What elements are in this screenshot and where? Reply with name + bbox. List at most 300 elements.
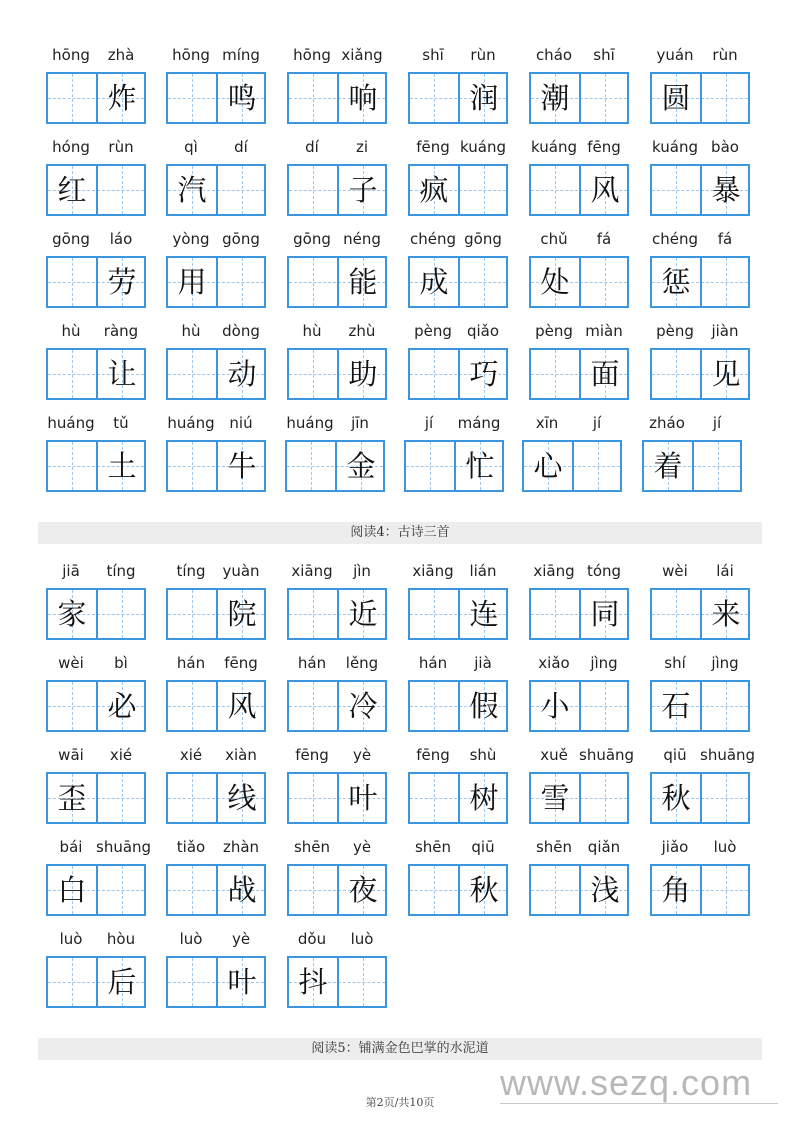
tianzige-box <box>408 256 508 308</box>
hanzi-character: 角 <box>661 873 691 907</box>
hanzi-character: 白 <box>57 873 87 907</box>
pinyin-label: fēng <box>587 138 621 156</box>
blank-slot[interactable] <box>289 682 337 730</box>
pinyin-label: qiǎo <box>466 322 500 340</box>
hanzi-character: 成 <box>419 265 449 299</box>
tianzige-box <box>408 588 508 640</box>
blank-slot[interactable] <box>410 350 458 398</box>
hanzi-character: 处 <box>540 265 570 299</box>
pinyin-label: hù <box>181 322 201 340</box>
pinyin-label: xiǎo <box>538 654 570 672</box>
word-cell <box>166 560 266 640</box>
pinyin-label: huáng <box>47 414 95 432</box>
blank-slot[interactable] <box>460 166 508 214</box>
pinyin-label: pèng <box>535 322 573 340</box>
pinyin-label: rùn <box>108 138 134 156</box>
hanzi-character: 叶 <box>348 781 378 815</box>
pinyin-label: lián <box>469 562 497 580</box>
word-cell <box>529 744 635 824</box>
pinyin-label: gōng <box>52 230 90 248</box>
blank-slot[interactable] <box>48 442 96 490</box>
tianzige-box <box>287 72 387 124</box>
blank-slot[interactable] <box>652 350 700 398</box>
pinyin-label: fá <box>596 230 612 248</box>
hanzi-character: 面 <box>590 357 620 391</box>
hanzi-character: 鸣 <box>227 81 257 115</box>
pinyin-label: jìng <box>711 654 739 672</box>
hanzi-character: 着 <box>653 449 683 483</box>
tianzige-box <box>46 256 146 308</box>
word-cell <box>408 44 508 124</box>
word-cell <box>166 136 266 216</box>
hanzi-character: 叶 <box>227 965 257 999</box>
tianzige-box <box>287 680 387 732</box>
blank-slot[interactable] <box>168 350 216 398</box>
tianzige-box <box>287 956 387 1008</box>
pinyin-label: jí <box>712 414 722 432</box>
word-cell <box>529 652 629 732</box>
pinyin-label: máng <box>457 414 501 432</box>
hanzi-character: 见 <box>711 357 741 391</box>
tianzige-box <box>650 772 750 824</box>
pinyin-label: qiū <box>471 838 495 856</box>
hanzi-character: 连 <box>469 597 499 631</box>
pinyin-label: bái <box>59 838 83 856</box>
word-cell <box>287 560 387 640</box>
blank-slot[interactable] <box>702 866 750 914</box>
blank-slot[interactable] <box>702 682 750 730</box>
tianzige-box <box>529 348 629 400</box>
pinyin-label: zhà <box>107 46 135 64</box>
blank-slot[interactable] <box>410 590 458 638</box>
word-cell <box>166 320 266 400</box>
pinyin-label: dǒu <box>297 930 327 948</box>
tianzige-box <box>46 440 146 492</box>
pinyin-label: cháo <box>535 46 573 64</box>
tianzige-box <box>529 864 629 916</box>
hanzi-character: 来 <box>711 597 741 631</box>
pinyin-label: jià <box>474 654 492 672</box>
blank-slot[interactable] <box>460 258 508 306</box>
tianzige-box <box>287 256 387 308</box>
hanzi-character: 巧 <box>469 357 499 391</box>
tianzige-box <box>46 956 146 1008</box>
hanzi-character: 疯 <box>419 173 449 207</box>
pinyin-label: xiàn <box>225 746 257 764</box>
pinyin-label: yè <box>352 838 372 856</box>
pinyin-label: yè <box>352 746 372 764</box>
pinyin-label: wèi <box>58 654 84 672</box>
pinyin-label: hù <box>61 322 81 340</box>
pinyin-label: míng <box>222 46 260 64</box>
pinyin-label: chéng <box>409 230 456 248</box>
word-cell <box>408 560 508 640</box>
word-cell <box>46 744 146 824</box>
word-cell <box>650 320 750 400</box>
pinyin-label: dí <box>305 138 319 156</box>
hanzi-character: 假 <box>469 689 499 723</box>
pinyin-label: qiū <box>663 746 687 764</box>
tianzige-box <box>287 772 387 824</box>
hanzi-character: 忙 <box>465 449 495 483</box>
pinyin-label: tǔ <box>113 414 129 432</box>
hanzi-character: 秋 <box>469 873 499 907</box>
pinyin-label: jí <box>592 414 602 432</box>
word-cell <box>46 44 146 124</box>
tianzige-box <box>529 72 629 124</box>
blank-slot[interactable] <box>98 166 146 214</box>
tianzige-box <box>408 772 508 824</box>
pinyin-label: huáng <box>167 414 215 432</box>
hanzi-character: 秋 <box>661 781 691 815</box>
pinyin-label: lái <box>716 562 734 580</box>
pinyin-label: láo <box>109 230 133 248</box>
tianzige-box <box>650 164 750 216</box>
word-cell <box>529 836 629 916</box>
pinyin-label: luò <box>350 930 374 948</box>
tianzige-box <box>650 680 750 732</box>
blank-slot[interactable] <box>168 442 216 490</box>
blank-slot[interactable] <box>289 350 337 398</box>
word-cell <box>166 44 266 124</box>
word-cell <box>650 560 750 640</box>
hanzi-character: 心 <box>533 449 563 483</box>
blank-slot[interactable] <box>410 74 458 122</box>
tianzige-box <box>287 348 387 400</box>
pinyin-label: hán <box>297 654 327 672</box>
blank-slot[interactable] <box>410 866 458 914</box>
tianzige-box <box>166 164 266 216</box>
blank-slot[interactable] <box>98 590 146 638</box>
tianzige-box <box>650 72 750 124</box>
tianzige-box <box>166 956 266 1008</box>
section-title-reading-5: 阅读5：铺满金色巴掌的水泥道 <box>38 1038 762 1060</box>
pinyin-label: gōng <box>293 230 331 248</box>
pinyin-label: qiǎn <box>587 838 621 856</box>
hanzi-character: 红 <box>57 173 87 207</box>
tianzige-box <box>287 588 387 640</box>
tianzige-box <box>529 588 629 640</box>
pinyin-label: chǔ <box>540 230 568 248</box>
word-cell <box>287 228 387 308</box>
pinyin-label: bào <box>711 138 739 156</box>
word-cell <box>650 744 756 824</box>
pinyin-label: néng <box>343 230 381 248</box>
blank-slot[interactable] <box>289 590 337 638</box>
word-cell <box>46 228 146 308</box>
blank-slot[interactable] <box>98 866 146 914</box>
pinyin-label: hóng <box>52 138 90 156</box>
pinyin-label: xiāng <box>291 562 333 580</box>
word-cell <box>408 836 508 916</box>
pinyin-label: jiàn <box>711 322 739 340</box>
hanzi-character: 同 <box>590 597 620 631</box>
pinyin-label: shēn <box>535 838 573 856</box>
hanzi-character: 浅 <box>590 873 620 907</box>
pinyin-label: zhàn <box>222 838 260 856</box>
hanzi-character: 润 <box>469 81 499 115</box>
pinyin-label: xuě <box>540 746 568 764</box>
pinyin-label: xiǎng <box>341 46 383 64</box>
pinyin-label: xiāng <box>533 562 575 580</box>
pinyin-label: wāi <box>58 746 84 764</box>
pinyin-label: tóng <box>586 562 622 580</box>
word-cell <box>166 744 266 824</box>
word-cell <box>650 228 750 308</box>
word-cell <box>522 412 622 492</box>
tianzige-box <box>287 164 387 216</box>
pinyin-label: huáng <box>286 414 334 432</box>
pinyin-label: shù <box>469 746 497 764</box>
blank-slot[interactable] <box>289 74 337 122</box>
blank-slot[interactable] <box>581 682 629 730</box>
tianzige-box <box>522 440 622 492</box>
word-cell <box>287 652 387 732</box>
pinyin-label: niú <box>229 414 253 432</box>
hanzi-character: 动 <box>227 357 257 391</box>
blank-slot[interactable] <box>48 682 96 730</box>
blank-slot[interactable] <box>48 258 96 306</box>
pinyin-label: qì <box>184 138 198 156</box>
tianzige-box <box>408 348 508 400</box>
pinyin-label: luò <box>713 838 737 856</box>
blank-slot[interactable] <box>98 774 146 822</box>
tianzige-box <box>166 680 266 732</box>
blank-slot[interactable] <box>531 350 579 398</box>
blank-slot[interactable] <box>289 866 337 914</box>
pinyin-label: hán <box>418 654 448 672</box>
hanzi-character: 线 <box>227 781 257 815</box>
hanzi-character: 院 <box>227 597 257 631</box>
hanzi-character: 冷 <box>348 689 378 723</box>
tianzige-box <box>529 256 629 308</box>
tianzige-box <box>166 348 266 400</box>
word-cell <box>408 228 508 308</box>
pinyin-label: yòng <box>172 230 210 248</box>
word-cell <box>404 412 504 492</box>
blank-slot[interactable] <box>218 258 266 306</box>
hanzi-character: 近 <box>348 597 378 631</box>
pinyin-label: hōng <box>172 46 210 64</box>
blank-slot[interactable] <box>289 774 337 822</box>
hanzi-character: 让 <box>107 357 137 391</box>
hanzi-character: 石 <box>661 689 691 723</box>
pinyin-label: ràng <box>103 322 139 340</box>
tianzige-box <box>166 772 266 824</box>
pinyin-label: luò <box>59 930 83 948</box>
pinyin-label: shí <box>664 654 686 672</box>
blank-slot[interactable] <box>702 774 750 822</box>
word-cell <box>166 228 266 308</box>
pinyin-label: fēng <box>416 138 450 156</box>
tianzige-box <box>529 772 629 824</box>
blank-slot[interactable] <box>702 258 750 306</box>
hanzi-character: 抖 <box>298 965 328 999</box>
tianzige-box <box>650 588 750 640</box>
tianzige-box <box>46 864 146 916</box>
word-cell <box>408 744 508 824</box>
blank-slot[interactable] <box>48 74 96 122</box>
hanzi-character: 炸 <box>107 81 137 115</box>
page-footer: 第2页/共10页 <box>365 1096 435 1109</box>
pinyin-label: shī <box>422 46 444 64</box>
hanzi-character: 土 <box>107 449 137 483</box>
hanzi-character: 潮 <box>540 81 570 115</box>
word-cell <box>287 320 387 400</box>
blank-slot[interactable] <box>694 442 742 490</box>
blank-slot[interactable] <box>168 682 216 730</box>
word-cell <box>529 136 629 216</box>
blank-slot[interactable] <box>581 774 629 822</box>
pinyin-label: shuāng <box>96 838 152 856</box>
word-cell <box>287 836 387 916</box>
blank-slot[interactable] <box>168 958 216 1006</box>
pinyin-label: yè <box>231 930 251 948</box>
blank-slot[interactable] <box>531 166 579 214</box>
word-cell <box>287 44 387 124</box>
tianzige-box <box>46 772 146 824</box>
pinyin-label: jiā <box>62 562 80 580</box>
pinyin-label: chéng <box>651 230 698 248</box>
tianzige-box <box>408 864 508 916</box>
blank-slot[interactable] <box>48 958 96 1006</box>
pinyin-label: luò <box>179 930 203 948</box>
word-cell <box>408 136 508 216</box>
hanzi-character: 必 <box>107 689 137 723</box>
word-cell <box>166 412 266 492</box>
pinyin-label: hòu <box>106 930 136 948</box>
hanzi-character: 后 <box>107 965 137 999</box>
tianzige-box <box>529 680 629 732</box>
pinyin-label: xīn <box>535 414 559 432</box>
blank-slot[interactable] <box>410 774 458 822</box>
word-cell <box>285 412 385 492</box>
tianzige-box <box>166 864 266 916</box>
tianzige-box <box>166 440 266 492</box>
tianzige-box <box>650 256 750 308</box>
blank-slot[interactable] <box>168 866 216 914</box>
blank-slot[interactable] <box>574 442 622 490</box>
pinyin-label: jiǎo <box>661 838 689 856</box>
pinyin-label: jìn <box>353 562 371 580</box>
tianzige-box <box>166 588 266 640</box>
hanzi-character: 家 <box>57 597 87 631</box>
blank-slot[interactable] <box>218 166 266 214</box>
pinyin-label: zi <box>355 138 369 156</box>
blank-slot[interactable] <box>652 166 700 214</box>
blank-slot[interactable] <box>48 350 96 398</box>
blank-slot[interactable] <box>531 866 579 914</box>
pinyin-label: hán <box>176 654 206 672</box>
word-cell <box>529 320 629 400</box>
pinyin-label: shēn <box>414 838 452 856</box>
blank-slot[interactable] <box>531 590 579 638</box>
word-cell <box>46 136 146 216</box>
word-cell <box>529 228 629 308</box>
tianzige-box <box>46 164 146 216</box>
blank-slot[interactable] <box>168 590 216 638</box>
hanzi-character: 助 <box>348 357 378 391</box>
tianzige-box <box>650 864 750 916</box>
blank-slot[interactable] <box>168 74 216 122</box>
tianzige-box <box>529 164 629 216</box>
hanzi-character: 响 <box>348 81 378 115</box>
watermark: www.sezq.com <box>500 1062 753 1103</box>
pinyin-label: yuán <box>656 46 694 64</box>
pinyin-label: kuáng <box>652 138 698 156</box>
hanzi-character: 风 <box>590 173 620 207</box>
blank-slot[interactable] <box>289 258 337 306</box>
word-cell <box>650 44 750 124</box>
pinyin-label: dòng <box>222 322 260 340</box>
word-cell <box>650 836 750 916</box>
blank-slot[interactable] <box>581 74 629 122</box>
pinyin-label: fēng <box>224 654 258 672</box>
word-cell <box>287 744 387 824</box>
blank-slot[interactable] <box>339 958 387 1006</box>
hanzi-character: 圆 <box>661 81 691 115</box>
blank-slot[interactable] <box>289 166 337 214</box>
pinyin-label: rùn <box>712 46 738 64</box>
blank-slot[interactable] <box>410 682 458 730</box>
word-cell <box>287 928 387 1008</box>
blank-slot[interactable] <box>652 590 700 638</box>
pinyin-label: fēng <box>295 746 329 764</box>
pinyin-label: tíng <box>106 562 136 580</box>
tianzige-box <box>46 348 146 400</box>
pinyin-label: shuāng <box>700 746 756 764</box>
pinyin-label: jìng <box>590 654 618 672</box>
tianzige-box <box>287 864 387 916</box>
pinyin-label: pèng <box>656 322 694 340</box>
hanzi-character: 牛 <box>227 449 257 483</box>
tianzige-box <box>166 72 266 124</box>
blank-slot[interactable] <box>406 442 454 490</box>
pinyin-label: tíng <box>176 562 206 580</box>
word-cell <box>46 560 146 640</box>
word-cell <box>166 652 266 732</box>
tianzige-box <box>650 348 750 400</box>
blank-slot[interactable] <box>702 74 750 122</box>
word-cell <box>46 412 146 492</box>
hanzi-character: 金 <box>346 449 376 483</box>
blank-slot[interactable] <box>581 258 629 306</box>
word-cell <box>408 320 508 400</box>
tianzige-box <box>46 72 146 124</box>
pinyin-label: hōng <box>52 46 90 64</box>
pinyin-label: lěng <box>345 654 379 672</box>
word-cell <box>650 136 750 216</box>
word-cell <box>46 652 146 732</box>
blank-slot[interactable] <box>287 442 335 490</box>
tianzige-box <box>285 440 385 492</box>
pinyin-label: xié <box>109 746 133 764</box>
pinyin-label: fá <box>717 230 733 248</box>
pinyin-label: tiǎo <box>176 838 206 856</box>
tianzige-box <box>46 680 146 732</box>
hanzi-character: 歪 <box>57 781 87 815</box>
pinyin-label: fēng <box>416 746 450 764</box>
pinyin-label: miàn <box>585 322 623 340</box>
section-title-reading-4: 阅读4：古诗三首 <box>38 522 762 544</box>
pinyin-label: pèng <box>414 322 452 340</box>
tianzige-box <box>408 680 508 732</box>
blank-slot[interactable] <box>168 774 216 822</box>
tianzige-box <box>46 588 146 640</box>
hanzi-character: 汽 <box>177 173 207 207</box>
pinyin-label: xié <box>179 746 203 764</box>
hanzi-character: 雪 <box>540 781 570 815</box>
